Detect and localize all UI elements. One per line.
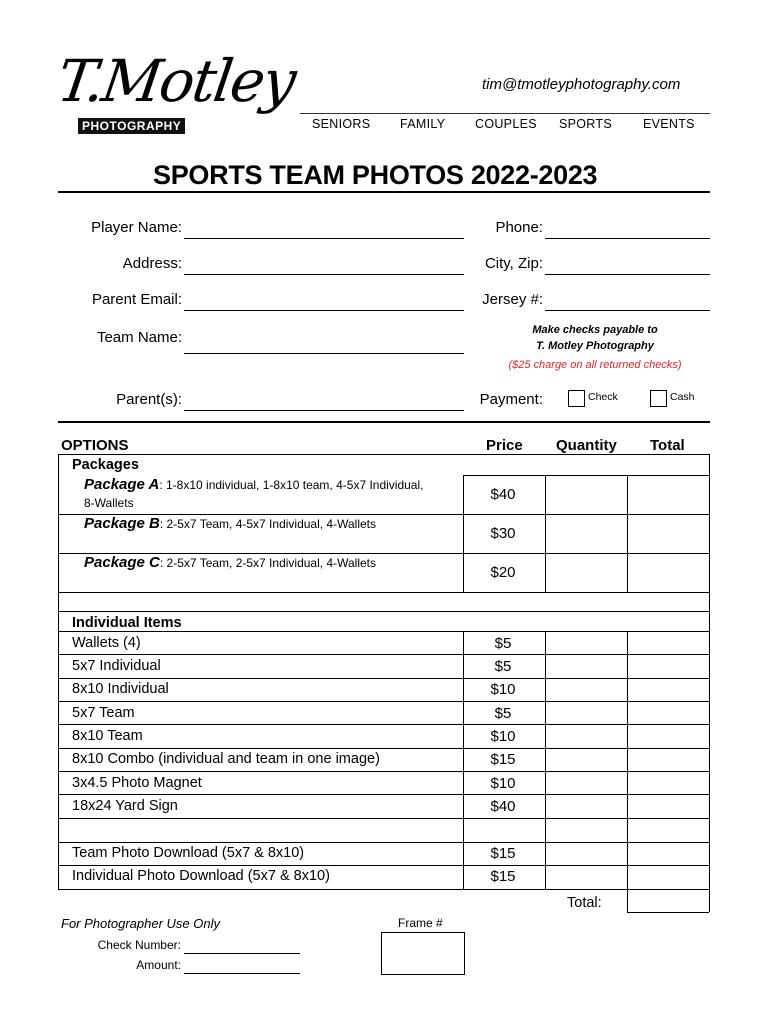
download-price: $15	[490, 868, 516, 885]
total-box	[709, 889, 710, 912]
individual-items-label: Individual Items	[72, 615, 182, 631]
total-box	[627, 912, 709, 913]
parent-email-label: Parent Email:	[91, 291, 182, 308]
nav-events[interactable]: EVENTS	[643, 117, 695, 131]
nav-couples[interactable]: COUPLES	[475, 117, 537, 131]
frame-label: Frame #	[398, 916, 443, 930]
logo-script: T.Motley	[53, 47, 299, 115]
city-zip-label: City, Zip:	[484, 255, 543, 272]
package-a-row	[84, 476, 462, 512]
item-name: 8x10 Combo (individual and team in one image)	[72, 751, 380, 767]
phone-field[interactable]	[545, 238, 710, 239]
table-border	[58, 454, 59, 889]
column-divider	[627, 631, 628, 889]
item-name: 5x7 Team	[72, 705, 135, 721]
packages-label: Packages	[72, 457, 139, 473]
nav-seniors[interactable]: SENIORS	[312, 117, 371, 131]
total-label: Total:	[567, 895, 602, 911]
package-b-price: $30	[490, 525, 516, 542]
logo-band: PHOTOGRAPHY	[78, 118, 185, 134]
quantity-header: Quantity	[556, 437, 617, 454]
row-divider	[58, 611, 709, 612]
address-label: Address:	[122, 255, 182, 272]
package-a-desc: : 1-8x10 individual, 1-8x10 team, 4-5x7 Individual,	[159, 478, 424, 492]
row-divider	[58, 794, 709, 795]
payment-label: Payment:	[479, 391, 543, 408]
row-divider	[58, 865, 709, 866]
package-c-name: Package C	[84, 554, 160, 571]
title-divider	[58, 191, 710, 193]
item-price: $10	[490, 728, 516, 745]
row-divider	[58, 818, 709, 819]
item-price: $5	[494, 705, 512, 722]
package-c-price: $20	[490, 564, 516, 581]
item-price: $5	[494, 635, 512, 652]
download-price: $15	[490, 845, 516, 862]
checks-note: Make checks payable to	[532, 324, 658, 336]
logo	[53, 47, 299, 162]
parent-email-field[interactable]	[184, 310, 464, 311]
item-name: 5x7 Individual	[72, 658, 161, 674]
row-divider	[58, 748, 709, 749]
parents-label: Parent(s):	[116, 391, 182, 408]
checks-payee: T. Motley Photography	[536, 340, 654, 352]
address-field[interactable]	[184, 274, 464, 275]
item-name: 3x4.5 Photo Magnet	[72, 775, 202, 791]
nav-sports[interactable]: SPORTS	[559, 117, 612, 131]
package-b-name: Package B	[84, 515, 160, 532]
package-b-row	[84, 515, 462, 533]
photographer-use-label: For Photographer Use Only	[61, 916, 220, 931]
download-name: Team Photo Download (5x7 & 8x10)	[72, 845, 305, 861]
email-address[interactable]: tim@tmotleyphotography.com	[482, 76, 681, 93]
row-divider	[58, 842, 709, 843]
price-header: Price	[486, 437, 523, 454]
parents-field[interactable]	[184, 410, 464, 411]
row-divider	[463, 475, 709, 476]
package-b-desc: : 2-5x7 Team, 4-5x7 Individual, 4-Wallets	[159, 517, 376, 531]
table-border	[58, 454, 709, 455]
player-name-label: Player Name:	[91, 219, 182, 236]
row-divider	[58, 631, 709, 632]
cash-checkbox[interactable]	[650, 390, 667, 407]
package-c-desc: : 2-5x7 Team, 2-5x7 Individual, 4-Wallets	[159, 556, 376, 570]
item-price: $10	[490, 681, 516, 698]
check-checkbox[interactable]	[568, 390, 585, 407]
column-divider	[627, 475, 628, 592]
table-border	[709, 454, 710, 889]
nav-divider	[300, 113, 710, 114]
column-divider	[545, 631, 546, 889]
cash-label: Cash	[670, 391, 695, 403]
row-divider	[58, 592, 709, 593]
total-box	[627, 889, 628, 912]
download-name: Individual Photo Download (5x7 & 8x10)	[72, 868, 330, 884]
total-header: Total	[650, 437, 685, 454]
row-divider	[58, 771, 709, 772]
package-a-desc-2: 8-Wallets	[84, 496, 134, 510]
check-number-label: Check Number:	[97, 938, 181, 952]
item-price: $5	[494, 658, 512, 675]
item-name: 8x10 Team	[72, 728, 143, 744]
item-name: Wallets (4)	[72, 635, 141, 651]
amount-field[interactable]	[184, 973, 300, 974]
package-a-price: $40	[490, 486, 516, 503]
section-divider	[58, 421, 710, 423]
package-a-name: Package A	[84, 476, 160, 493]
row-divider	[58, 701, 709, 702]
item-name: 18x24 Yard Sign	[72, 798, 178, 814]
package-c-row	[84, 554, 462, 572]
returned-check-note: ($25 charge on all returned checks)	[508, 359, 682, 371]
column-divider	[545, 475, 546, 592]
phone-label: Phone:	[495, 219, 543, 236]
item-price: $40	[490, 798, 516, 815]
row-divider	[58, 724, 709, 725]
table-border	[58, 889, 709, 890]
page-title: SPORTS TEAM PHOTOS 2022-2023	[153, 160, 598, 190]
city-zip-field[interactable]	[545, 274, 710, 275]
jersey-field[interactable]	[545, 310, 710, 311]
item-price: $10	[490, 775, 516, 792]
row-divider	[58, 654, 709, 655]
nav-family[interactable]: FAMILY	[400, 117, 446, 131]
frame-number-box[interactable]	[381, 932, 465, 975]
amount-label: Amount:	[136, 958, 181, 972]
check-label: Check	[588, 391, 618, 403]
player-name-field[interactable]	[184, 238, 464, 239]
item-price: $15	[490, 751, 516, 768]
check-number-field[interactable]	[184, 953, 300, 954]
options-header: OPTIONS	[61, 437, 129, 454]
jersey-label: Jersey #:	[482, 291, 543, 308]
row-divider	[58, 678, 709, 679]
team-name-field[interactable]	[184, 353, 464, 354]
item-name: 8x10 Individual	[72, 681, 169, 697]
team-name-label: Team Name:	[96, 329, 182, 346]
